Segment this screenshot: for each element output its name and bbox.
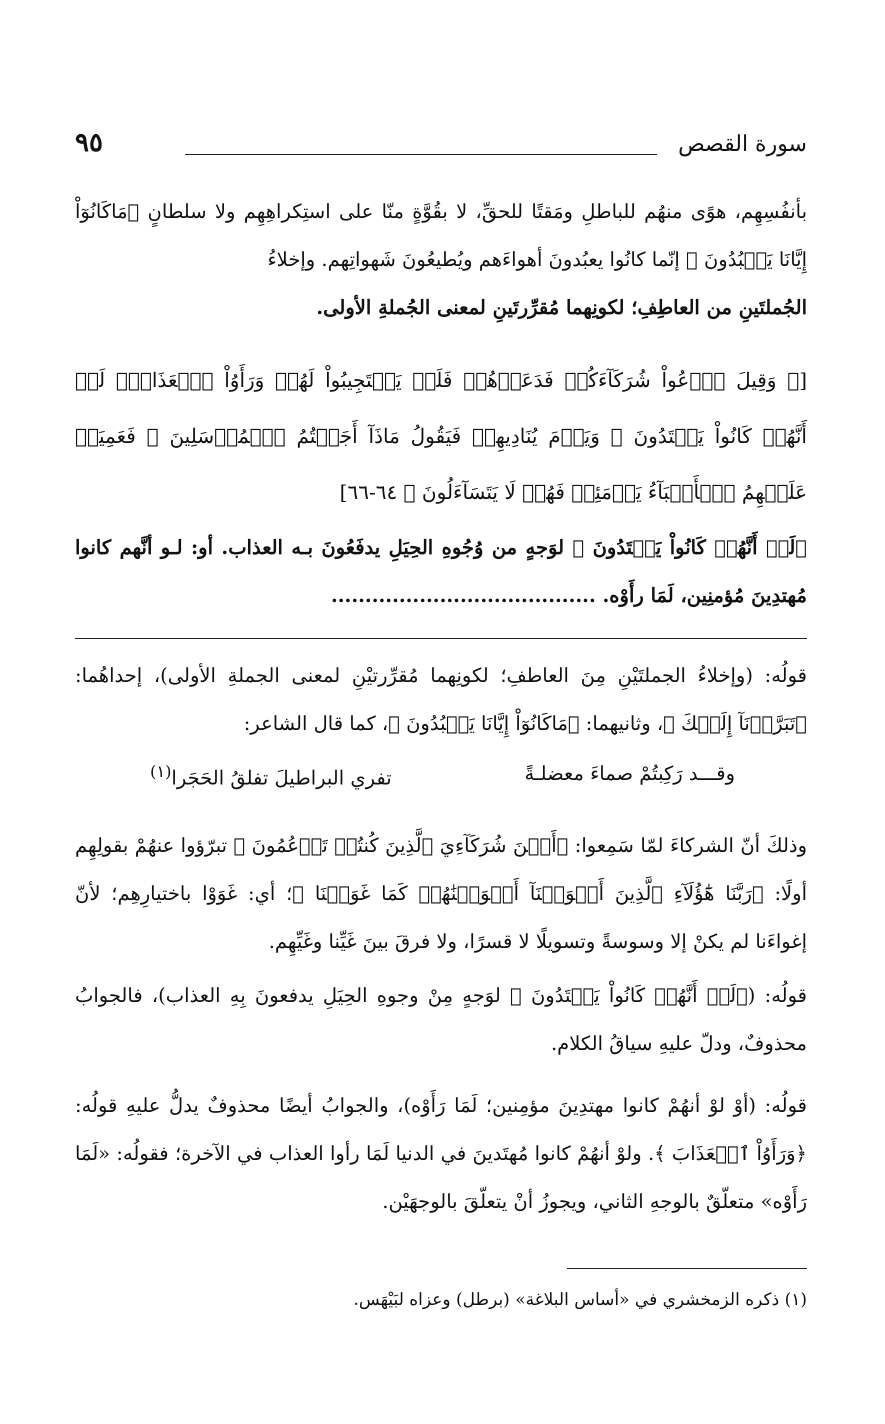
header-rule [185,154,657,155]
commentary-2 [75,822,807,966]
paragraph-bold-text: ﴿لَوۡ أَنَّهُمۡ كَانُواْ يَهۡتَدُونَ ﴾ لوَجهٍ من وُجُوهِ الحِيَلِ يدفَعُونَ بـه العذاب. أو: لـو أنَّهم كانوا مُهتدِينَ مُؤمنِين، لَمَا رأَوْه. ....................................... [75,536,808,607]
commentary-text: وذلكَ أنّ الشركاءَ لمّا سَمِعوا: ﴿أَيۡنَ شُرَكَآءِيَ ٱلَّذِينَ كُنتُمۡ تَزۡعُمُونَ ﴾ تبرّؤوا عنهُمْ بقولِهِم أولًا: ﴿رَبَّنَا هَٰٓؤُلَآءِ ٱلَّذِينَ أَغۡوَيۡنَآ أَغۡوَيۡنَٰهُمۡ كَمَا غَوَيۡنَا ﴾؛ أي: غَوَوْا باختيارِهِم؛ لأنّ إغواءَنا لم يكنْ إلا وسوسةً وتسويلًا لا قسرًا، ولا فرقَ بينَ غَيِّنا وغَيِّهِم. [75,834,807,953]
tafsir-paragraph-2 [75,524,807,620]
paragraph-text: بأنفُسِهِم، هوًى منهُم للباطلِ ومَقتًا للحقِّ، لا بقُوَّةٍ منّا على استِكراهِهِم ولا سلطانٍ ﴿مَاكَانُوٓاْ إِيَّانَا يَعۡبُدُونَ ﴾ إنّما كانُوا يعبُدونَ أهواءَهم ويُطيعُونَ شَهواتِهم. وإخلاءُ [75,200,807,271]
quran-verses-block [75,352,807,520]
commentary-1 [75,652,807,748]
tafsir-paragraph-1 [75,188,807,332]
surah-title: سورة القصص [678,132,807,157]
commentary-4 [75,1082,807,1226]
poetry-verse [150,762,735,802]
commentary-3 [75,972,807,1068]
page-number: ٩٥ [75,128,103,158]
commentary-text: قولُه: (أوْ لوْ أنهُمْ كانوا مهتدِينَ مؤمِنين؛ لَمَا رَأَوْه)، والجوابُ أيضًا محذوفٌ يدلُّ عليهِ قولُه: ﴿وَرَأَوُاْ ٱلۡعَذَابَ ﴾. ولوْ أنهُمْ كانوا مُهتَدينَ في الدنيا لَمَا رأوا العذاب في الآخرة؛ فقولُه: «لَمَا رَأَوْه» متعلّقٌ بالوجهِ الثاني، ويجوزُ أنْ يتعلّقَ بالوجهَيْن. [75,1094,807,1213]
commentary-divider [75,638,807,639]
paragraph-bold-text: الجُملتَينِ من العاطِفِ؛ لكونِهما مُقرِّرتَينِ لمعنى الجُملةِ الأولى. [316,296,807,319]
quran-verses: [﴿ وَقِيلَ ٱدۡعُواْ شُرَكَآءَكُمۡ فَدَعَوۡهُمۡ فَلَمۡ يَسۡتَجِيبُواْ لَهُمۡ وَرَأَوُاْ ٱلۡعَذَابَۚ لَوۡ أَنَّهُمۡ كَانُواْ يَهۡتَدُونَ ۞ وَيَوۡمَ يُنَادِيهِمۡ فَيَقُولُ مَاذَآ أَجَبۡتُمُ ٱلۡمُرۡسَلِينَ ۞ فَعَمِيَتۡ عَلَيۡهِمُ ٱلۡأَنۢبَآءُ يَوۡمَئِذٖ فَهُمۡ لَا يَتَسَآءَلُونَ ﴾ ٦٤-٦٦] [75,368,807,504]
footnote: (١) ذكره الزمخشري في «أساس البلاغة» (برطل) وعزاه لبَيْهَس. [353,1290,807,1310]
commentary-text: قولُه: (﴿لَوۡ أَنَّهُمۡ كَانُواْ يَهۡتَدُونَ ﴾ لوَجهٍ مِنْ وجوهِ الحِيَلِ يدفعونَ بِهِ العذاب)، فالجوابُ محذوفٌ، ودلّ عليهِ سياقُ الكلام. [75,984,807,1055]
footnote-marker: (١) [150,762,172,781]
poem-hemistich-1: وقـــد رَكِبتُمْ صماءَ معضلـةً [524,762,735,785]
commentary-text: قولُه: (وإخلاءُ الجملتَيْنِ مِنَ العاطفِ؛ لكونِهما مُقرِّرتيْنِ لمعنى الجملةِ الأولى)، إحداهُما: ﴿تَبَرَّأۡنَآ إِلَيۡكَ ﴾، وثانيهما: ﴿مَاكَانُوٓاْ إِيَّانَا يَعۡبُدُونَ ﴾، كما قال الشاعر: [75,664,807,735]
footnote-rule [567,1268,807,1269]
page-header [75,128,807,168]
poem-hemistich-2: تفري البراطيلَ تفلقُ الحَجَرا$^{(١)}$ [150,762,392,790]
